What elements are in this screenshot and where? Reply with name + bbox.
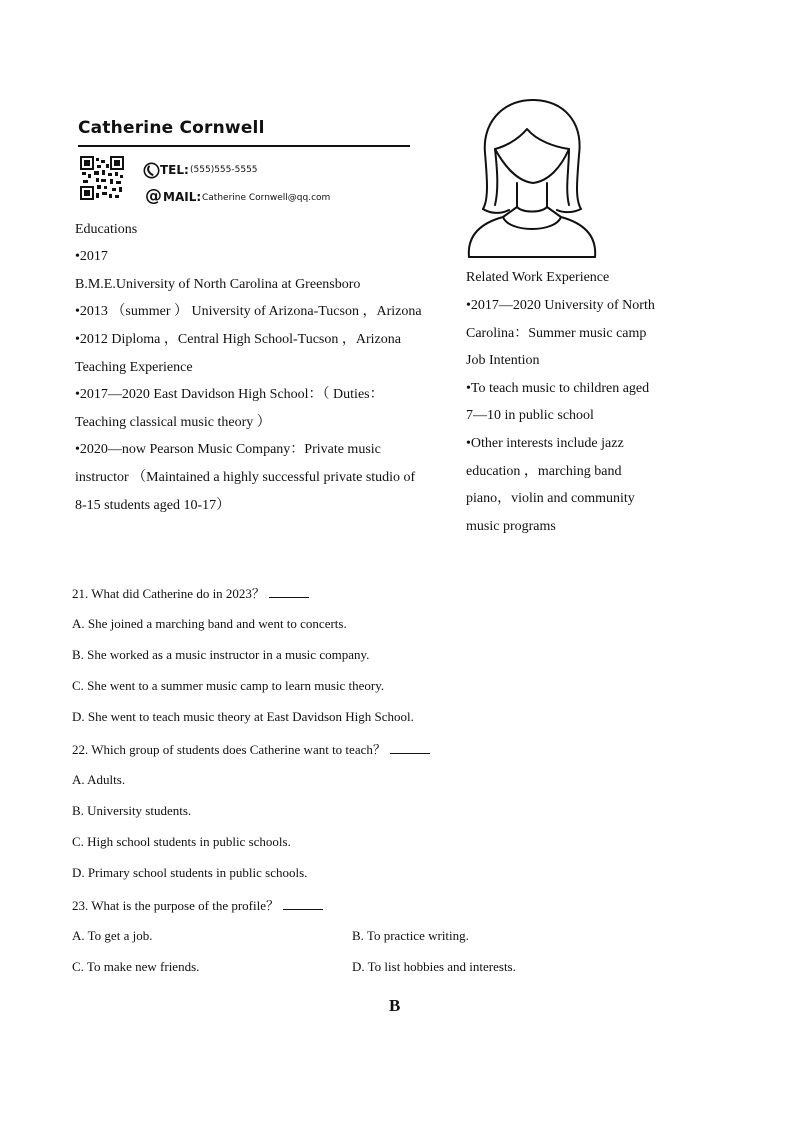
question-22-option-d: D. Primary school students in public schools. [72, 865, 308, 880]
job-intention-item: •To teach music to children aged [466, 381, 650, 396]
tel-label: TEL: [160, 163, 189, 177]
phone-icon [143, 162, 160, 179]
teaching-item-2020-cont: instructor （Maintained a highly successful private studio of [75, 470, 416, 485]
heading-job-intention: Job Intention [466, 353, 540, 368]
mail-label: MAIL: [163, 190, 202, 204]
question-23-option-a: A. To get a job. [72, 928, 153, 943]
question-23-option-b: B. To practice writing. [352, 928, 469, 943]
mail-value: Catherine Cornwell@qq.com [202, 193, 331, 203]
section-label: B [389, 996, 401, 1015]
answer-blank [269, 585, 309, 598]
answer-blank [283, 897, 323, 910]
question-21-option-b: B. She worked as a music instructor in a music company. [72, 647, 370, 662]
teaching-item-2020-cont2: 8-15 students aged 10-17） [75, 498, 231, 513]
work-item-2017-cont: Carolina：Summer music camp [466, 326, 647, 341]
question-21-option-d: D. She went to teach music theory at East Davidson High School. [72, 709, 414, 724]
question-23 [72, 897, 323, 914]
teaching-item-2017: •2017—2020 East Davidson High School：（ Duties： [75, 387, 384, 402]
question-23-option-d: D. To list hobbies and interests. [352, 959, 516, 974]
tel-value: (555)555-5555 [190, 165, 258, 175]
work-item-2017: •2017—2020 University of North [466, 298, 655, 313]
teaching-item-2017-cont: Teaching classical music theory ） [75, 415, 271, 430]
education-item-2012: •2012 Diploma ，Central High School-Tucson ，Arizona [75, 332, 401, 347]
answer-blank [390, 741, 430, 754]
question-22-stem: 22. Which group of students does Catherine want to teach？ [72, 742, 386, 757]
question-23-option-c: C. To make new friends. [72, 959, 200, 974]
education-degree: B.M.E.University of North Carolina at Greensboro [75, 277, 361, 292]
question-22-option-c: C. High school students in public schools. [72, 834, 291, 849]
teaching-item-2020: •2020—now Pearson Music Company：Private music [75, 442, 381, 457]
question-21 [72, 585, 309, 602]
interests-item-cont2: piano，violin and community [466, 491, 635, 506]
question-23-stem: 23. What is the purpose of the profile？ [72, 898, 279, 913]
question-22 [72, 741, 430, 758]
name-underline [78, 145, 410, 147]
heading-educations: Educations [75, 222, 138, 237]
question-21-stem: 21. What did Catherine do in 2023？ [72, 586, 265, 601]
resume-name: Catherine Cornwell [78, 118, 265, 138]
question-22-option-b: B. University students. [72, 803, 192, 818]
at-sign-icon: @ [145, 186, 162, 206]
question-21-option-a: A. She joined a marching band and went to concerts. [72, 616, 347, 631]
interests-item-cont3: music programs [466, 519, 556, 534]
job-intention-item-cont: 7—10 in public school [466, 408, 594, 423]
qr-code-icon [79, 155, 125, 201]
heading-teaching-experience: Teaching Experience [75, 360, 193, 375]
avatar-icon [465, 97, 599, 259]
interests-item-cont: education ，marching band [466, 464, 622, 479]
education-item-2017: •2017 [75, 249, 108, 264]
question-22-option-a: A. Adults. [72, 772, 126, 787]
interests-item: •Other interests include jazz [466, 436, 624, 451]
education-item-2013: •2013 （summer ） University of Arizona-Tucson ，Arizona [75, 304, 422, 319]
heading-related-work: Related Work Experience [466, 270, 610, 285]
question-21-option-c: C. She went to a summer music camp to learn music theory. [72, 678, 385, 693]
